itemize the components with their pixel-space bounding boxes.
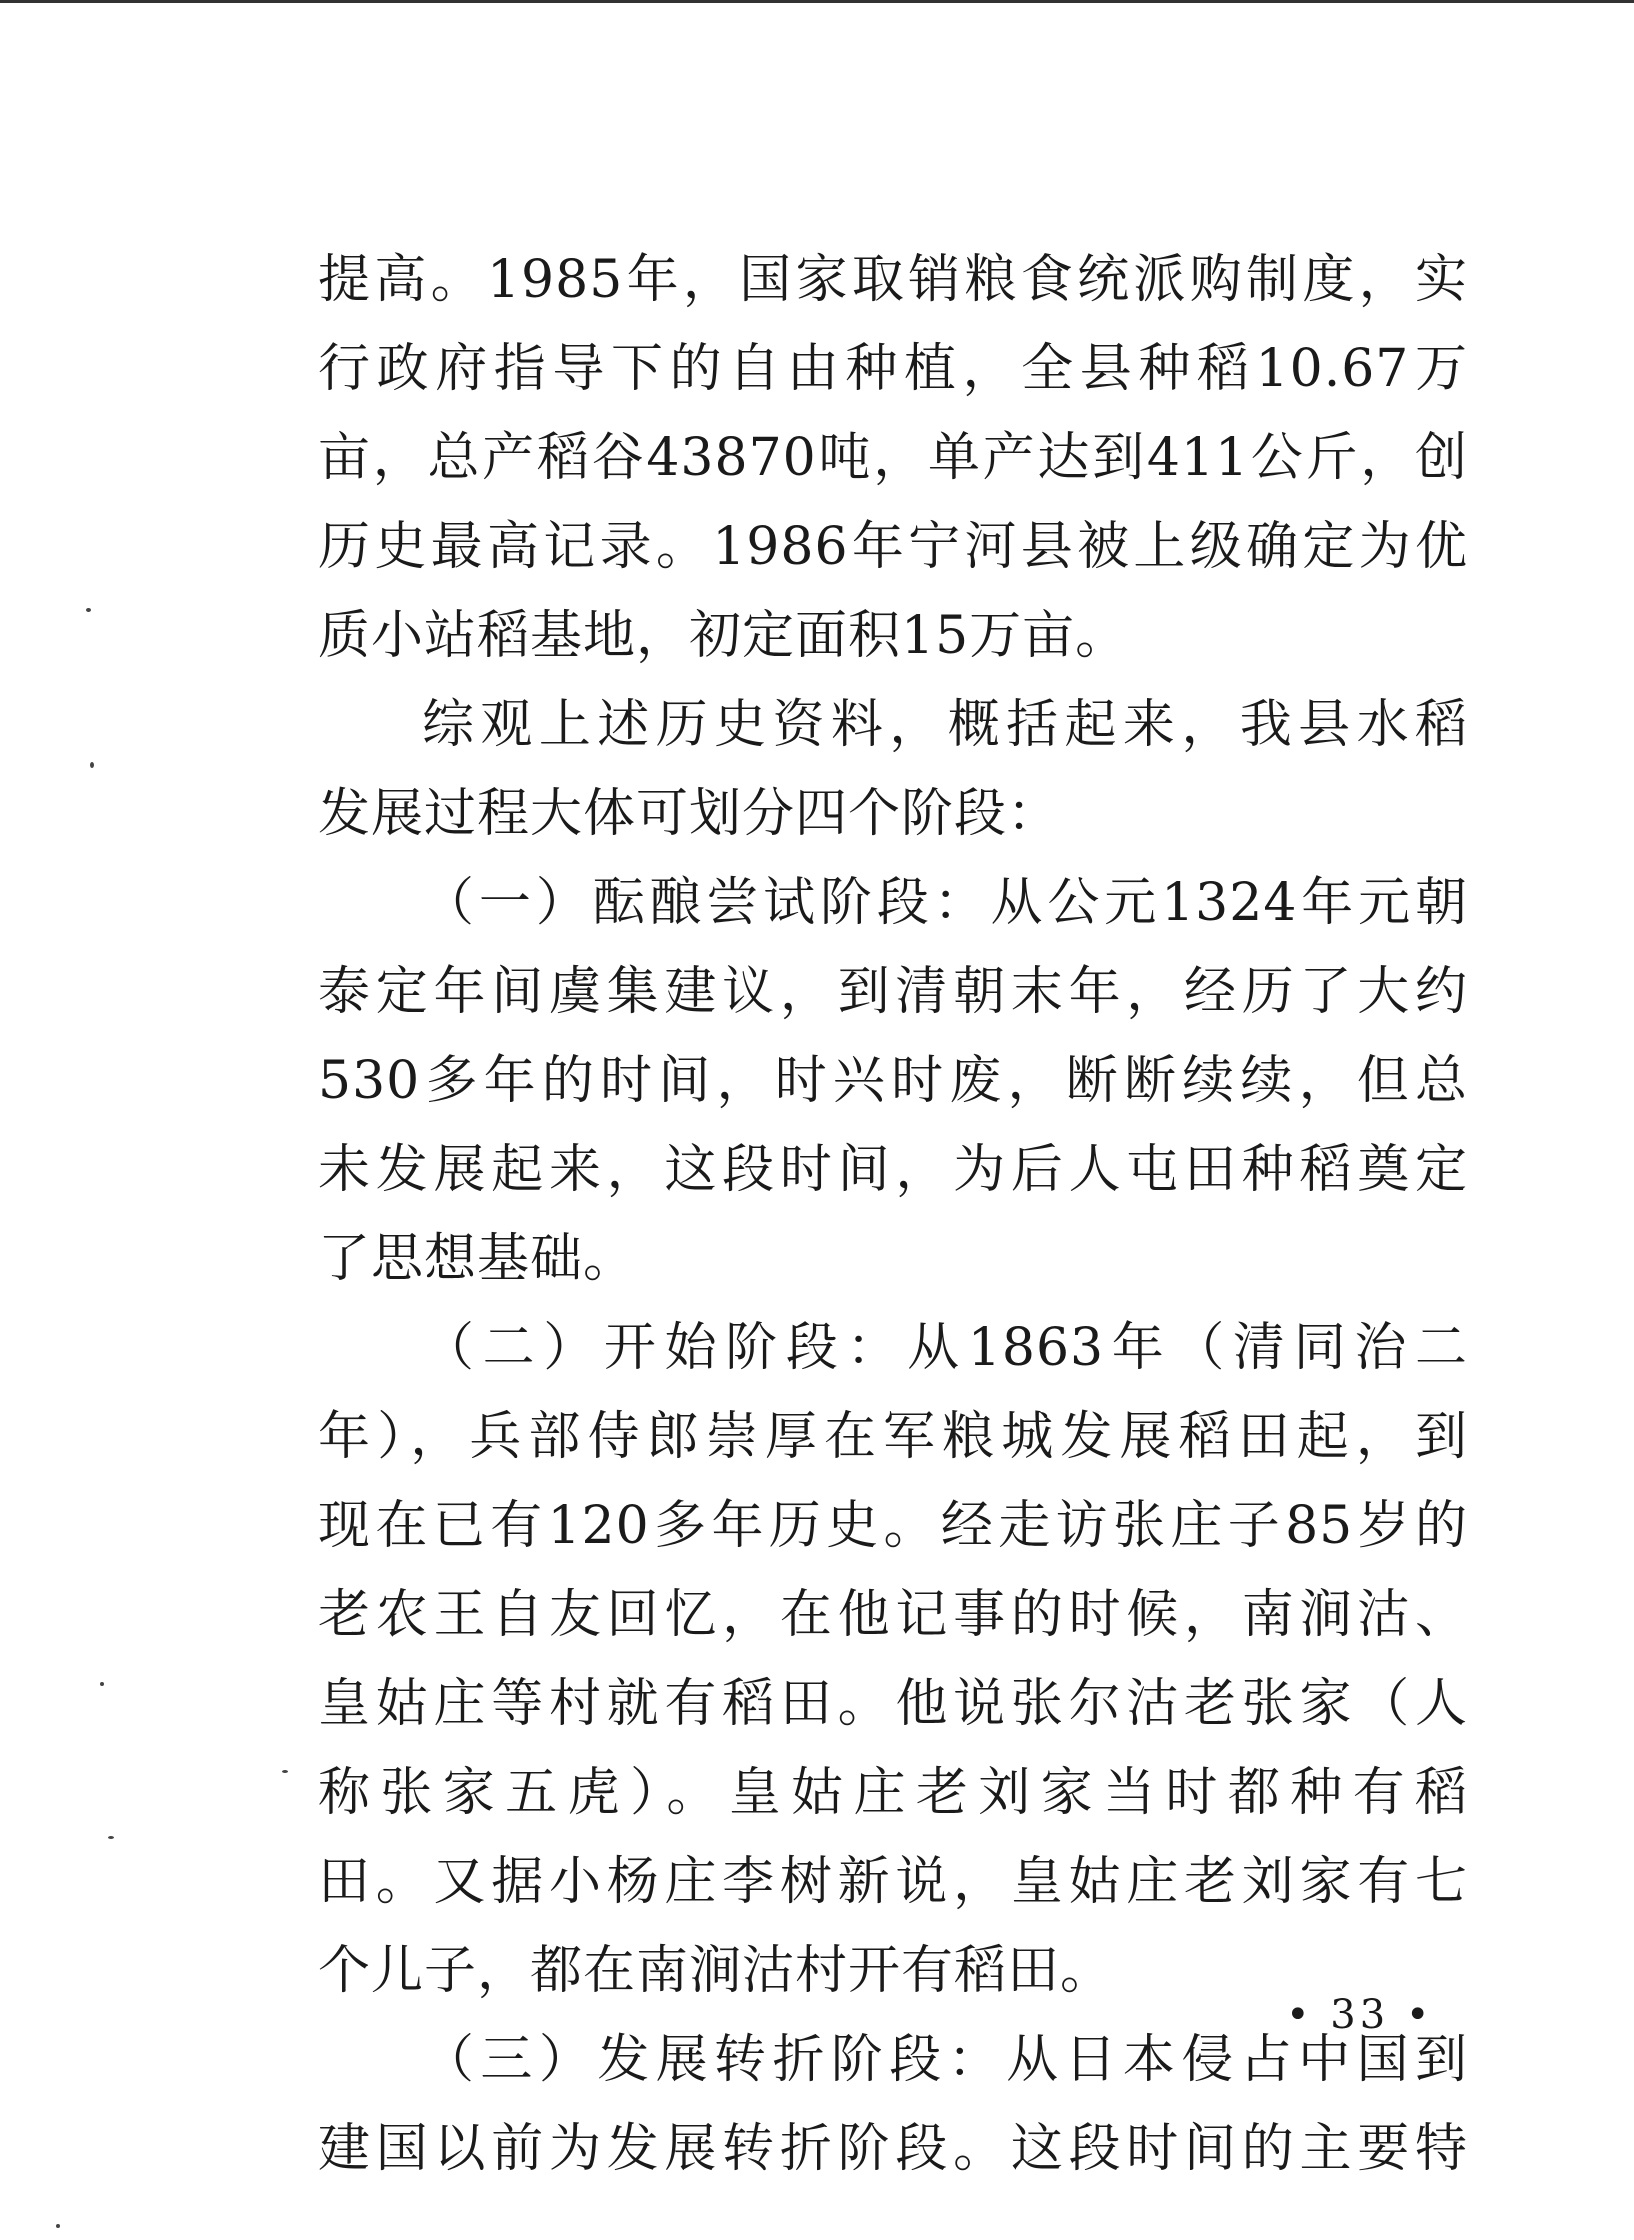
paragraph-start: 综观上述历史资料，概括起来，我县水稻 [422, 695, 1468, 755]
scan-speck [56, 2224, 60, 2228]
text-line: 提高。1985年，国家取销粮食统派购制度，实 [318, 250, 1468, 310]
text-line: 了思想基础。 [318, 1229, 637, 1289]
text-line: 皇姑庄等村就有稻田。他说张尔沽老张家（人 [318, 1674, 1468, 1734]
body-text [318, 236, 1468, 2194]
text-line: 质小站稻基地，初定面积15万亩。 [318, 606, 1129, 666]
text-line: 行政府指导下的自由种植，全县种稻10.67万 [318, 339, 1468, 399]
scan-speck [86, 608, 91, 612]
text-line: 530多年的时间，时兴时废，断断续续，但总 [318, 1051, 1468, 1111]
text-line: 田。又据小杨庄李树新说，皇姑庄老刘家有七 [318, 1852, 1468, 1912]
text-line: 未发展起来，这段时间，为后人屯田种稻奠定 [318, 1140, 1468, 1200]
scan-speck [108, 1836, 114, 1839]
text-line: 老农王自友回忆，在他记事的时候，南涧沽、 [318, 1585, 1468, 1645]
top-border-rule [0, 0, 1634, 3]
text-line: 泰定年间虞集建议，到清朝末年，经历了大约 [318, 962, 1468, 1022]
text-line: 亩，总产稻谷43870吨，单产达到411公斤，创 [318, 428, 1468, 488]
page-number: • 33 • [1286, 1992, 1434, 2038]
paragraph-start: （二）开始阶段：从1863年（清同治二 [422, 1318, 1468, 1378]
text-line: 历史最高记录。1986年宁河县被上级确定为优 [318, 517, 1468, 577]
text-line: 发展过程大体可划分四个阶段： [318, 784, 1061, 844]
scan-speck [282, 1770, 288, 1773]
text-line: 称张家五虎）。皇姑庄老刘家当时都种有稻 [318, 1763, 1468, 1823]
text-line: 年），兵部侍郎崇厚在军粮城发展稻田起，到 [318, 1407, 1468, 1467]
text-line: 现在已有120多年历史。经走访张庄子85岁的 [318, 1496, 1468, 1556]
text-line: 建国以前为发展转折阶段。这段时间的主要特 [318, 2119, 1468, 2179]
scan-speck [100, 1682, 104, 1686]
paragraph-start: （三）发展转折阶段：从日本侵占中国到 [422, 2030, 1468, 2090]
text-line: 个儿子，都在南涧沽村开有稻田。 [318, 1941, 1114, 2001]
paragraph-start: （一）酝酿尝试阶段：从公元1324年元朝 [422, 873, 1468, 933]
scan-speck [90, 762, 94, 768]
